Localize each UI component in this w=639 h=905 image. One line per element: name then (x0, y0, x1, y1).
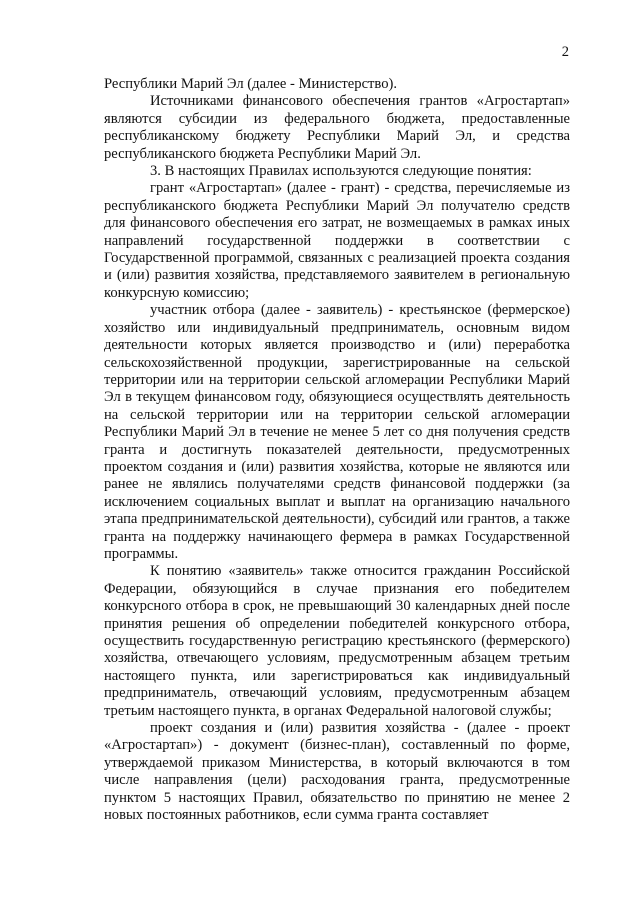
paragraph-3: 3. В настоящих Правилах используются следующие понятия: (150, 163, 532, 180)
paragraph-1: Республики Марий Эл (далее - Министерство). (104, 76, 398, 92)
paragraph-2: Источниками финансового обеспечения грантов «Агростартап» являются субсидии из федерального бюджета, предоставленные республиканскому бюджету Республики Марий Эл, и средства республиканского бюджета Республики Марий Эл. (104, 93, 570, 162)
paragraph-4: грант «Агростартап» (далее - грант) - средства, перечисляемые из республиканского бюджета Республики Марий Эл получателю средств для финансового обеспечения его затрат, не возмещаемых в рамках иных направлений государственной поддержки в соответствии с Государственной программой, связанных с реализацией проекта создания и (или) развития хозяйства, представляемого заявителем в региональную конкурсную комиссию; (104, 180, 570, 301)
paragraph-5: участник отбора (далее - заявитель) - крестьянское (фермерское) хозяйство или индивидуальный предприниматель, основным видом деятельности которых является производство и (или) переработка сельскохозяйственной продукции, зарегистрированные на сельской территории или на территории сельской агломерации Республики Марий Эл в текущем финансовом году, обязующиеся осуществлять деятельность на сельской территории или на территории сельской агломерации Республики Марий Эл в течение не менее 5 лет со дня получения средств гранта и достигнуть показателей деятельности, предусмотренных проектом создания и (или) развития хозяйства, которые не являются или ранее не являлись получателями средств финансовой поддержки (за исключением социальных выплат и выплат на организацию начального этапа предпринимательской деятельности), субсидий или грантов, а также гранта на поддержку начинающего фермера в рамках Государственной программы. (104, 302, 570, 562)
paragraph-7: проект создания и (или) развития хозяйства - (далее - проект «Агростартап») - документ (бизнес-план), составленный по форме, утверждаемой приказом Министерства, в который включаются в том числе направления (цели) расходования гранта, предусмотренные пунктом 5 настоящих Правил, обязательство по принятию не менее 2 новых постоянных работников, если сумма гранта составляет (104, 720, 570, 824)
paragraph-6: К понятию «заявитель» также относится гражданин Российской Федерации, обязующийся в случае признания его победителем конкурсного отбора в срок, не превышающий 30 календарных дней после принятия решения об определении победителей конкурсного отбора, осуществить государственную регистрацию крестьянского (фермерского) хозяйства, отвечающего условиям, предусмотренным абзацем третьим настоящего пункта, или зарегистрироваться как индивидуальный предприниматель, отвечающий условиям, предусмотренным абзацем третьим настоящего пункта, в органах Федеральной налоговой службы; (104, 563, 570, 719)
document-body (104, 76, 570, 824)
page-number: 2 (561, 44, 569, 60)
